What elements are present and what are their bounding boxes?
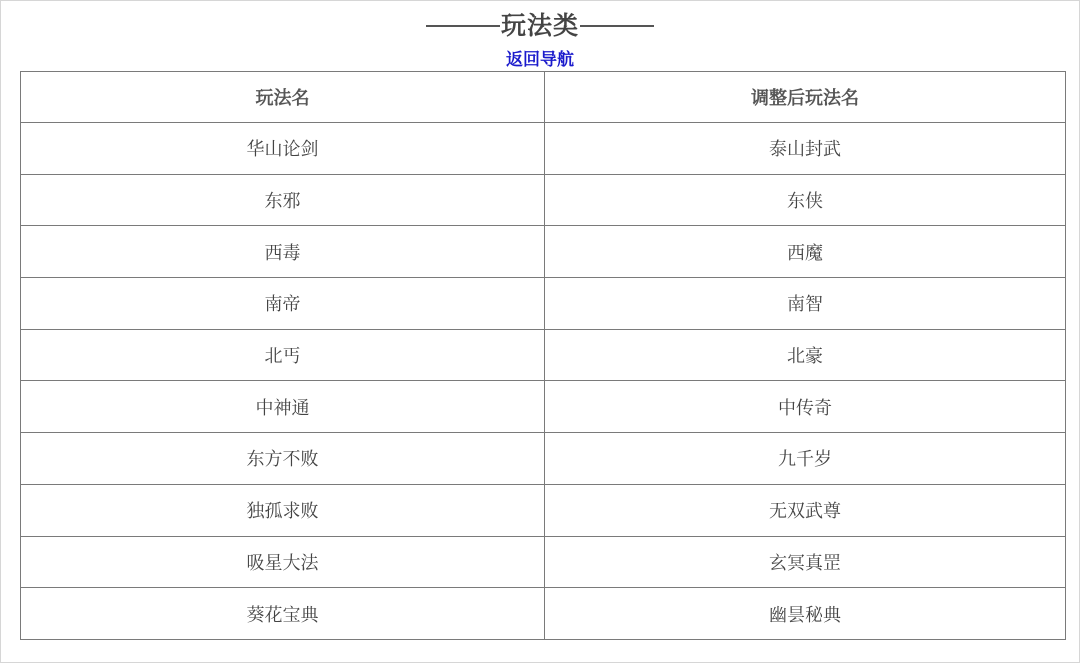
- table-row: [21, 174, 1066, 226]
- cell-original-name: 吸星大法: [21, 536, 545, 588]
- cell-original-name: 中神通: [21, 381, 545, 433]
- name-mapping-table: [20, 71, 1066, 640]
- table-row: [21, 123, 1066, 175]
- cell-adjusted-name: 泰山封武: [545, 123, 1066, 175]
- table-row: [21, 329, 1066, 381]
- table-row: [21, 484, 1066, 536]
- column-header-adjusted: 调整后玩法名: [545, 72, 1066, 123]
- table-row: [21, 588, 1066, 640]
- cell-original-name: 葵花宝典: [21, 588, 545, 640]
- cell-adjusted-name: 玄冥真罡: [545, 536, 1066, 588]
- cell-original-name: 独孤求败: [21, 484, 545, 536]
- cell-adjusted-name: 九千岁: [545, 433, 1066, 485]
- cell-adjusted-name: 西魔: [545, 226, 1066, 278]
- cell-adjusted-name: 无双武尊: [545, 484, 1066, 536]
- cell-adjusted-name: 幽昙秘典: [545, 588, 1066, 640]
- table-header-row: [21, 72, 1066, 123]
- cell-original-name: 西毒: [21, 226, 545, 278]
- cell-adjusted-name: 东侠: [545, 174, 1066, 226]
- section-title: [0, 6, 1080, 42]
- back-to-nav-link[interactable]: 返回导航: [506, 50, 574, 70]
- cell-original-name: 南帝: [21, 278, 545, 330]
- cell-original-name: 北丐: [21, 329, 545, 381]
- cell-original-name: 东邪: [21, 174, 545, 226]
- cell-adjusted-name: 中传奇: [545, 381, 1066, 433]
- title-left-rule: [426, 25, 500, 27]
- page-title: 玩法类: [500, 11, 579, 40]
- title-right-rule: [580, 25, 654, 27]
- column-header-original: 玩法名: [21, 72, 545, 123]
- table-row: [21, 381, 1066, 433]
- cell-original-name: 华山论剑: [21, 123, 545, 175]
- table-row: [21, 433, 1066, 485]
- table-row: [21, 278, 1066, 330]
- cell-original-name: 东方不败: [21, 433, 545, 485]
- cell-adjusted-name: 北豪: [545, 329, 1066, 381]
- table-row: [21, 226, 1066, 278]
- cell-adjusted-name: 南智: [545, 278, 1066, 330]
- table-row: [21, 536, 1066, 588]
